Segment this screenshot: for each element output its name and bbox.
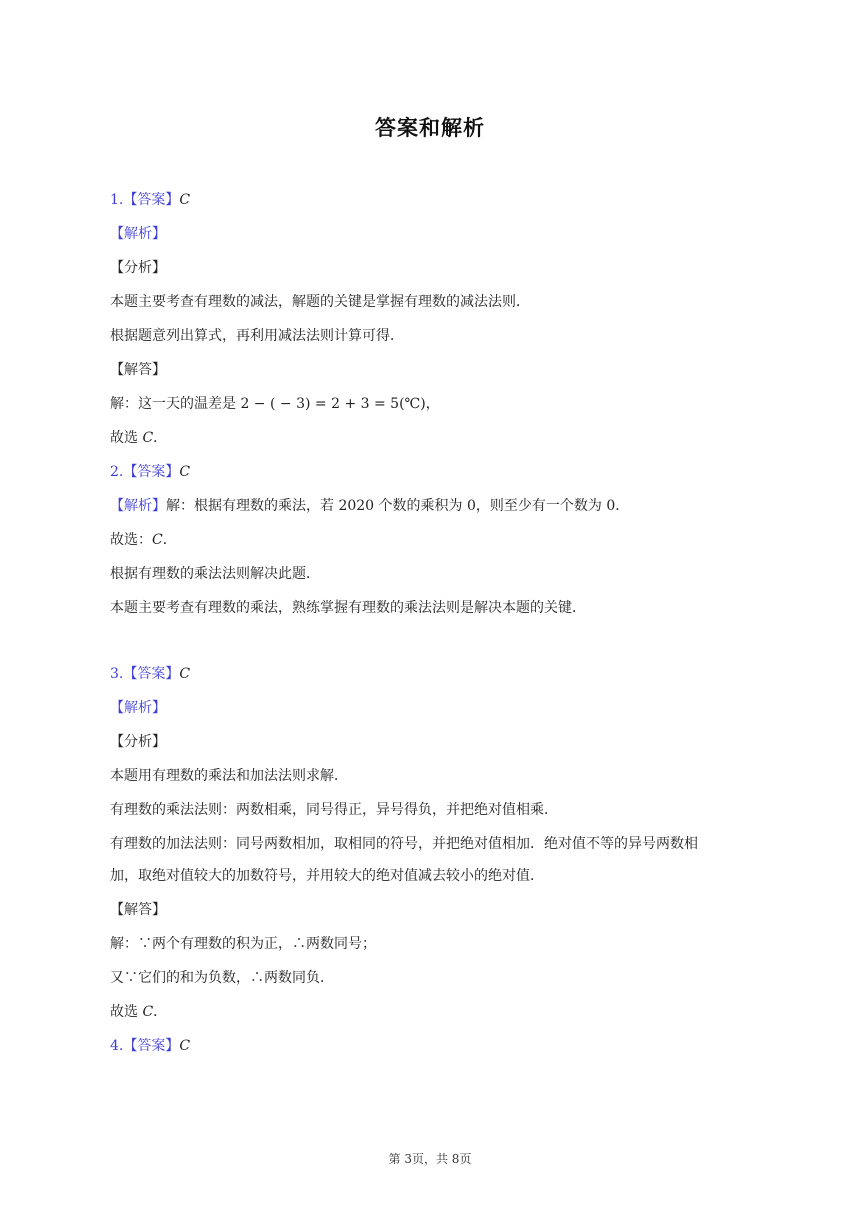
q3-conclusion-letter: C: [142, 1004, 154, 1020]
q2-answer-tag: 【答案】: [123, 464, 180, 480]
q1-jieda-tag: 【解答】: [110, 362, 166, 378]
q1-fenxi-tag: 【分析】: [110, 260, 166, 276]
q2-jiexi-text: 解：根据有理数的乘法，若 2020 个数的乘积为 0，则至少有一个数为 0．: [166, 498, 630, 514]
q2-answer-line: [110, 462, 190, 482]
q3-solution-2: 又∵它们的和为负数，∴两数同负．: [110, 970, 334, 986]
q1-solution: [110, 394, 440, 414]
q3-solution-1: 解：∵两个有理数的积为正，∴两数同号；: [110, 936, 376, 952]
q2-conclusion-letter: C: [152, 532, 163, 548]
q3-analysis-2: 有理数的乘法法则：两数相乘，同号得正，异号得负，并把绝对值相乘．: [110, 802, 558, 818]
q4-answer: C: [179, 1038, 191, 1054]
q2-conclusion-prefix: 故选：: [110, 532, 152, 548]
q2-number: 2.: [110, 464, 124, 480]
q4-answer-line: [110, 1036, 190, 1056]
q3-conclusion-prefix: 故选: [110, 1004, 138, 1020]
q4-number: 4.: [110, 1038, 124, 1054]
q1-answer-tag: 【答案】: [123, 192, 180, 208]
q1-answer-line: [110, 190, 190, 210]
q1-conclusion-suffix: ．: [153, 430, 168, 446]
q1-conclusion-prefix: 故选: [110, 430, 138, 446]
q3-answer: C: [179, 666, 191, 682]
q1-solution-math: 2 − ( − 3) = 2 + 3 = 5(℃): [240, 396, 426, 412]
q3-answer-line: [110, 664, 190, 684]
q2-jiexi-tag: 【解析】: [110, 498, 166, 514]
page-footer: 第 3页，共 8页: [388, 1152, 472, 1166]
page-title: 答案和解析: [375, 116, 485, 140]
q1-conclusion: [110, 428, 167, 448]
q2-conclusion-suffix: ．: [162, 532, 177, 548]
q3-fenxi-tag: 【分析】: [110, 734, 166, 750]
q3-conclusion-suffix: ．: [153, 1004, 168, 1020]
q2-line-3: 根据有理数的乘法法则解决此题．: [110, 566, 320, 582]
q3-analysis-3: 有理数的加法法则：同号两数相加，取相同的符号，并把绝对值相加．绝对值不等的异号两数相: [110, 836, 698, 852]
q3-number: 3.: [110, 666, 124, 682]
q1-jiexi-tag: 【解析】: [110, 226, 166, 242]
q3-analysis-1: 本题用有理数的乘法和加法法则求解．: [110, 768, 348, 784]
q3-jieda-tag: 【解答】: [110, 902, 166, 918]
q3-analysis-4: 加，取绝对值较大的加数符号，并用较大的绝对值减去较小的绝对值．: [110, 868, 544, 884]
q3-jiexi-tag: 【解析】: [110, 700, 166, 716]
q1-solution-prefix: 解：这一天的温差是: [110, 396, 236, 412]
q3-conclusion: [110, 1002, 167, 1022]
q3-answer-tag: 【答案】: [123, 666, 180, 682]
q1-number: 1.: [110, 192, 124, 208]
q2-jiexi-line: [110, 496, 629, 516]
q1-conclusion-letter: C: [142, 430, 154, 446]
q2-conclusion: [110, 530, 177, 550]
q1-answer: C: [179, 192, 191, 208]
q1-solution-suffix: ，: [425, 396, 440, 412]
q1-analysis-1: 本题主要考查有理数的减法，解题的关键是掌握有理数的减法法则．: [110, 294, 530, 310]
q4-answer-tag: 【答案】: [123, 1038, 180, 1054]
q2-line-4: 本题主要考查有理数的乘法，熟练掌握有理数的乘法法则是解决本题的关键．: [110, 600, 586, 616]
q2-answer: C: [179, 464, 191, 480]
q1-analysis-2: 根据题意列出算式，再利用减法法则计算可得．: [110, 328, 404, 344]
